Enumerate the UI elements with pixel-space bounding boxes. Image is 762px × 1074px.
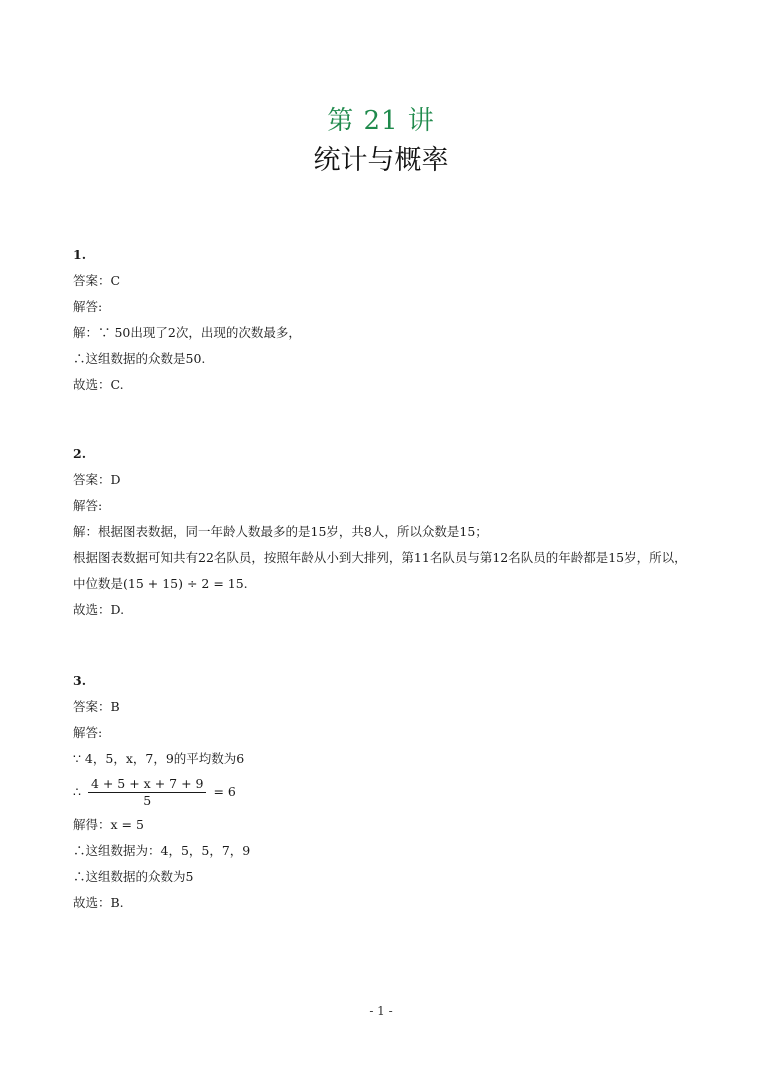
solution-line: 解得：x = 5: [73, 817, 144, 832]
fraction-denominator: 5: [143, 793, 152, 808]
question-3: [73, 668, 713, 916]
question-2: [73, 441, 713, 623]
solution-paragraph: 根据图表数据可知共有22名队员，按照年龄从小到大排列，第11名队员与第12名队员的年龄都是15岁，所以，中位数是(15 + 15) ÷ 2 = 15.: [73, 550, 687, 591]
answer-line: 答案：C: [73, 273, 121, 288]
page-number: - 1 -: [369, 1004, 393, 1018]
question-number: 1.: [73, 247, 87, 262]
fraction-numerator: 4 + 5 + x + 7 + 9: [88, 776, 207, 793]
choice-line: 故选：D.: [73, 602, 125, 617]
solution-label: 解答:: [73, 498, 103, 513]
fraction: [88, 776, 207, 809]
answer-line: 答案：B: [73, 699, 120, 714]
question-number: 2.: [73, 446, 87, 461]
solution-label: 解答:: [73, 725, 103, 740]
solution-line: ∵ 4，5，x，7，9的平均数为6: [73, 751, 245, 766]
therefore-symbol: ∴: [73, 784, 81, 799]
fraction-equation: [73, 772, 713, 812]
solution-line: 解：根据图表数据，同一年龄人数最多的是15岁，共8人，所以众数是15；: [73, 524, 488, 539]
solution-line: 解：∵ 50出现了2次，出现的次数最多，: [73, 325, 301, 340]
question-1: [73, 242, 713, 398]
choice-line: 故选：C.: [73, 377, 124, 392]
topic-title: 统计与概率: [313, 145, 449, 176]
equation-result: = 6: [213, 784, 236, 799]
question-number: 3.: [73, 673, 87, 688]
answer-line: 答案：D: [73, 472, 121, 487]
lecture-title: 第 21 讲: [327, 106, 435, 136]
solution-line: ∴这组数据的众数是50.: [73, 351, 206, 366]
choice-line: 故选：B.: [73, 895, 124, 910]
solution-line: ∴这组数据为：4，5，5，7，9: [73, 843, 251, 858]
solution-line: ∴这组数据的众数为5: [73, 869, 194, 884]
solution-label: 解答:: [73, 299, 103, 314]
